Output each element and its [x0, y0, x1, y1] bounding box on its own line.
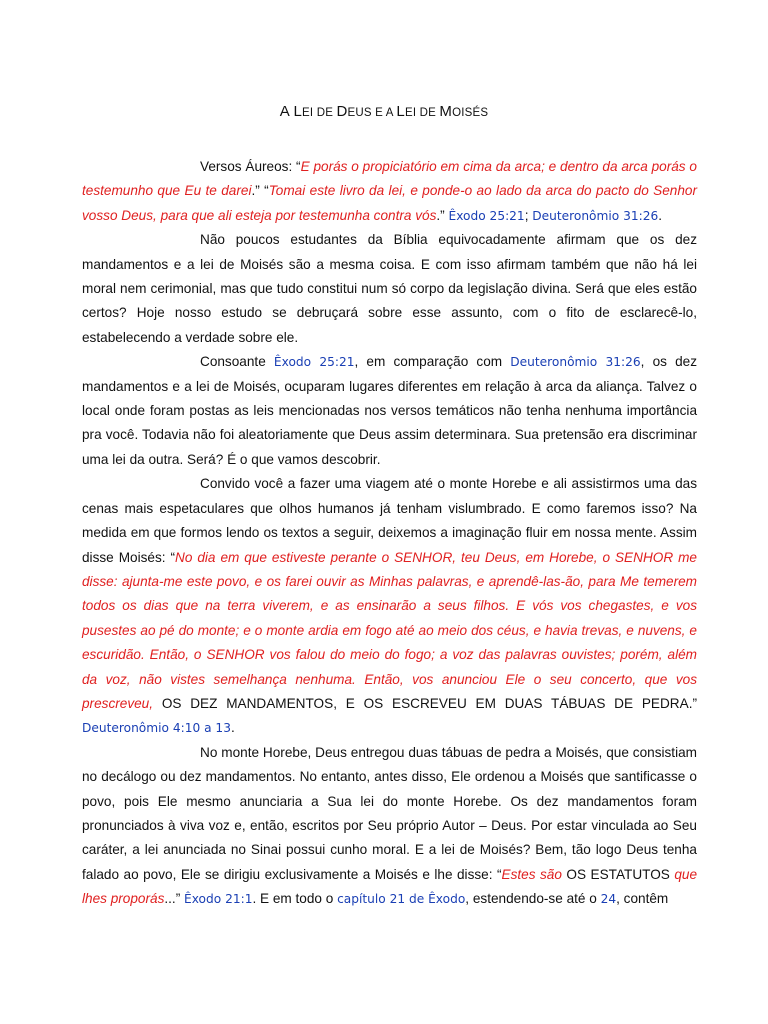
title-part: M: [439, 103, 453, 120]
body-text: , estendendo-se até o: [465, 891, 601, 907]
paragraph: [82, 155, 697, 228]
body-text: OS DEZ MANDAMENTOS, E OS ESCREVEU EM DUAS TÁBUAS DE PEDRA: [161, 695, 689, 711]
body-text: No monte Horebe, Deus entregou duas tábuas de pedra a Moisés, que consistiam no decálogo ou dez mandamentos. No entanto, antes disso, Ele ordenou a Moisés que santificasse o povo, pois Ele mesmo anunciaria a Sua lei do monte Horebe. Os dez mandamentos foram pronunciados à viva voz e, então, escritos por Seu próprio Autor – Deus. Por estar vinculada ao Seu caráter, a lei anunciada no Sinai possui cunho moral. E a lei de Moisés? Bem, tão logo Deus tenha falado ao povo, Ele se dirigiu exclusivamente a Moisés e lhe disse: “: [82, 744, 697, 882]
title-part: OISÉS: [452, 107, 489, 119]
title-part: L: [396, 103, 405, 120]
body-text: .”: [436, 207, 449, 223]
title-part: EUS E A: [347, 107, 397, 119]
bible-reference: Êxodo 25:21: [273, 355, 355, 370]
title-part: D: [336, 103, 348, 120]
scripture-quote: E porás o propiciatório em cima da arca; e dentro da arca porás o testemunho que Eu te darei: [82, 159, 697, 199]
bible-reference: Deuteronômio 4:10 a 13: [82, 721, 231, 736]
body-text: OS ESTATUTOS: [566, 866, 675, 882]
body-text: ;: [524, 207, 533, 223]
bible-reference: Deuteronômio 31:26: [510, 355, 641, 370]
bible-reference: Êxodo 25:21: [448, 208, 525, 223]
body-text: Não poucos estudantes da Bíblia equivocadamente afirmam que os dez mandamentos e a lei de Moisés são a mesma coisa. E com isso afirmam também que não há lei moral nem cerimonial, mas que tudo constitui num só corpo da legislação divina. Será que eles estão certos? Hoje nosso estudo se debruçará sobre esse assunto, com o fito de esclarecê-lo, estabelecendo a verdade sobre ele.: [82, 232, 697, 345]
body-text: Versos Áureos: “: [200, 159, 301, 174]
paragraph: [82, 228, 697, 350]
body-text: .”: [688, 695, 697, 711]
scripture-quote: Tomai este livro da lei, e ponde-o ao lado da arca do pacto do Senhor vosso Deus, para que ali esteja por testemunha contra vós: [82, 183, 698, 223]
bible-reference: Êxodo 21:1: [184, 892, 253, 907]
body-text: Convido você a fazer uma viagem até o monte Horebe e ali assistirmos uma das cenas mais espetaculares que olhos humanos já tenham vislumbrado. E como faremos isso? Na medida em que formos lendo os textos a seguir, deixemos a imaginação fluir em nossa mente. Assim disse Moisés: “: [82, 476, 697, 565]
document-body: [82, 155, 697, 912]
body-text: .: [658, 207, 663, 223]
body-text: .” “: [251, 183, 269, 199]
bible-reference: Deuteronômio 31:26: [532, 208, 659, 223]
title-part: EI DE: [404, 107, 440, 119]
scripture-quote: No dia em que estiveste perante o SENHOR, teu Deus, em Horebe, o SENHOR me disse: ajunta-me este povo, e os farei ouvir as Minhas palavras, e aprendê-las-ão, para Me temerem todos os dias que na terra viverem, e as ensinarão a seus filhos. E vós vos chegastes, e vos pusestes ao pé do monte; e o monte ardia em fogo até ao meio dos céus, e havia trevas, e nuvens, e escuridão. Então, o SENHOR vos falou do meio do fogo; a voz das palavras ouvistes; porém, além da voz, não vistes semelhança nenhuma. Então, vos anunciou Ele o seu concerto, que vos prescreveu,: [82, 549, 697, 711]
scripture-quote: que lhes proporás: [82, 866, 698, 907]
paragraph: [82, 472, 697, 740]
body-text: Consoante: [200, 354, 274, 370]
body-text: , os dez mandamentos e a lei de Moisés, ocuparam lugares diferentes em relação à arca da aliança. Talvez o local onde foram postas as leis mencionadas nos versos temáticos não tenha nenhuma importância pra você. Todavia não foi aleatoriamente que Deus assim determinara. Sua pretensão era discriminar uma lei da outra. Será? É o que vamos descobrir.: [82, 354, 698, 467]
body-text: , contêm: [616, 891, 669, 907]
scripture-quote: Estes são: [501, 866, 567, 882]
bible-reference: capítulo 21 de Êxodo: [337, 892, 466, 907]
title-part: EI DE: [302, 107, 337, 119]
title-part: L: [293, 103, 303, 120]
body-text: .: [230, 720, 235, 736]
paragraph: [82, 350, 697, 472]
body-text: . E em todo o: [252, 891, 338, 907]
document-title: [0, 103, 768, 120]
title-part: A: [279, 103, 294, 120]
bible-reference: 24: [600, 892, 617, 907]
paragraph: [82, 741, 697, 912]
body-text: , em comparação com: [354, 354, 511, 370]
body-text: ...”: [164, 891, 185, 907]
